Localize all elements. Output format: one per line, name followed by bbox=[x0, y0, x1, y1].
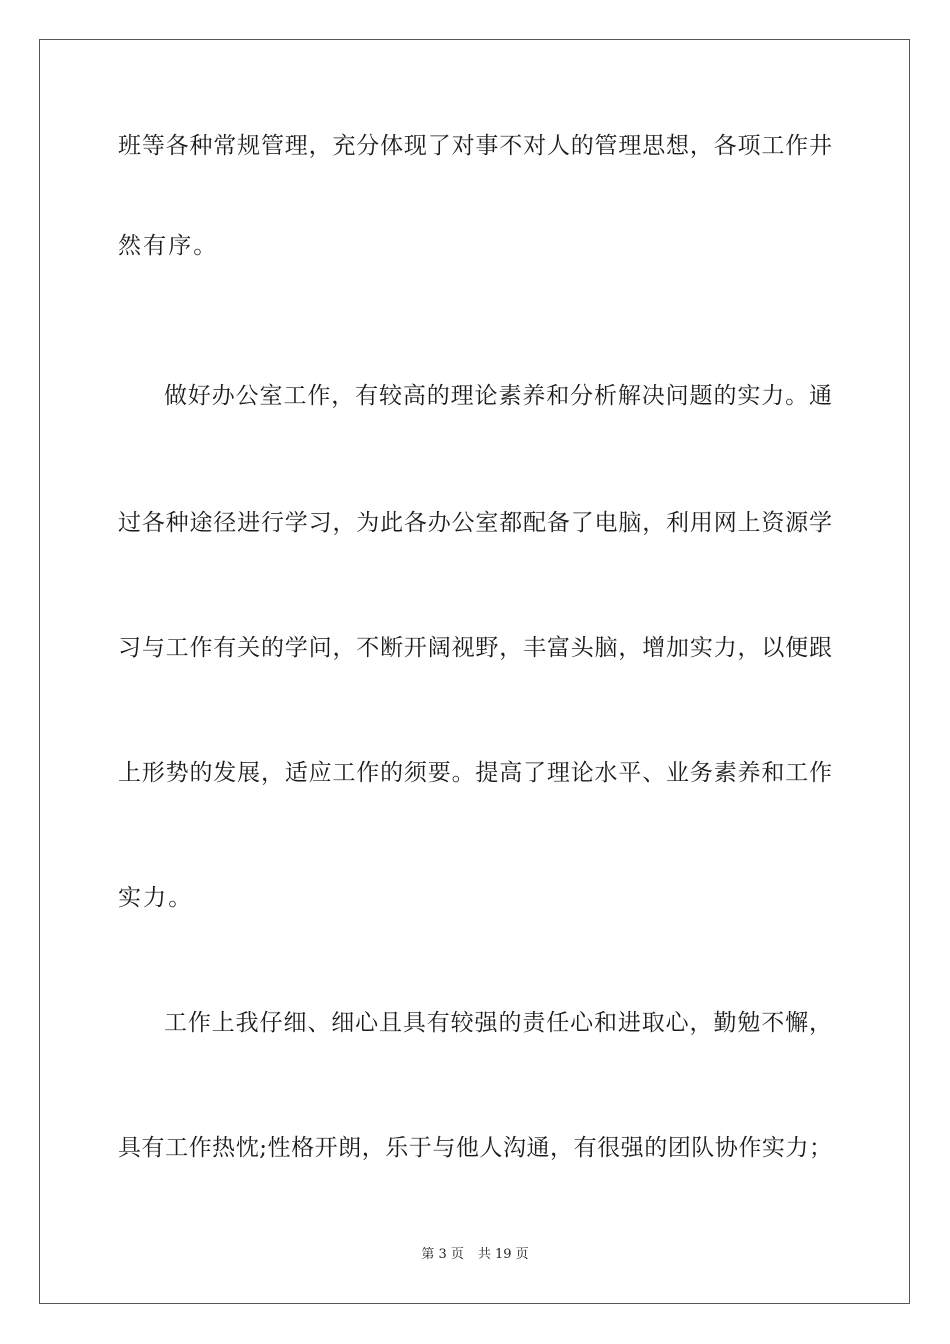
page-footer bbox=[0, 1246, 950, 1264]
total-pages: 共 19 页 bbox=[477, 1247, 529, 1262]
page-number: 第 3 页 bbox=[421, 1247, 464, 1262]
text-line-4: 过各种途径进行学习，为此各办公室都配备了电脑，利用网上资源学 bbox=[118, 510, 832, 536]
text-line-3: 做好办公室工作，有较高的理论素养和分析解决问题的实力。通 bbox=[164, 383, 832, 409]
text-line-9: 具有工作热忱;性格开朗，乐于与他人沟通，有很强的团队协作实力； bbox=[118, 1135, 832, 1161]
text-line-5: 习与工作有关的学问，不断开阔视野，丰富头脑，增加实力，以便跟 bbox=[118, 635, 832, 661]
text-line-8: 工作上我仔细、细心且具有较强的责任心和进取心，勤勉不懈， bbox=[164, 1010, 832, 1036]
text-line-1: 班等各种常规管理，充分体现了对事不对人的管理思想，各项工作井 bbox=[118, 133, 832, 159]
text-line-6: 上形势的发展，适应工作的须要。提高了理论水平、业务素养和工作 bbox=[118, 760, 832, 786]
text-line-7: 实力。 bbox=[118, 885, 194, 911]
text-line-2: 然有序。 bbox=[118, 233, 219, 259]
